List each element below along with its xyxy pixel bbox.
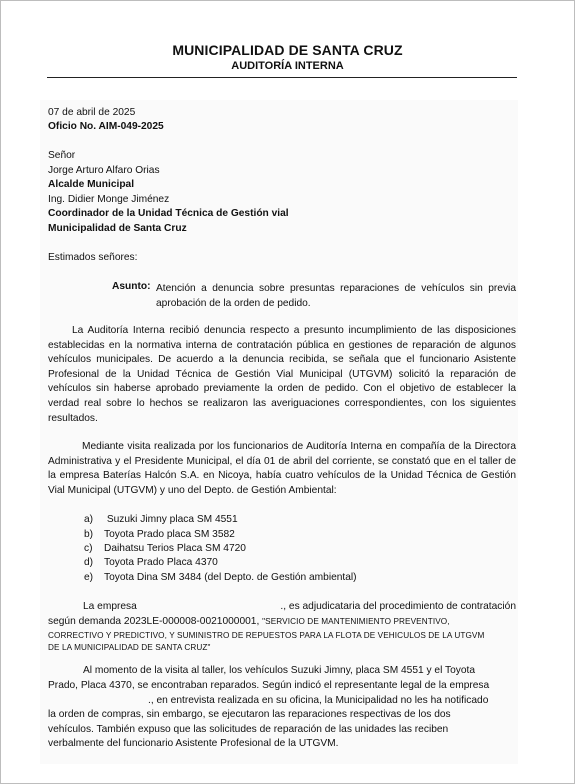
contract-name-line: DE LA MUNICIPALIDAD DE SANTA CRUZ" (48, 643, 211, 652)
paragraph-visit: Mediante visita realizada por los funcionarios de Auditoría Interna en compañía de la Directora Administrativa y el Presidente Municipal, el día 01 de abril del corriente, se constató que en el taller de la empresa Baterías Halcón S.A. en Nicoya, había cuatro vehículos de la Unidad Técnica de Gestión Vial Municipal (UTGVM) y uno del Depto. de Gestión Ambiental: (48, 441, 516, 496)
paragraph-repair-line: ., en entrevista realizada en su oficina, la Municipalidad no les ha notificado (148, 695, 489, 706)
recipient-line: Municipalidad de Santa Cruz (48, 223, 187, 234)
paragraph-contract-lead: La empresa (83, 601, 137, 612)
recipient-line: Jorge Arturo Alfaro Orias (48, 165, 160, 176)
vehicle-text: Toyota Prado placa SM 3582 (104, 529, 235, 540)
list-marker: b) (84, 529, 94, 540)
paragraph-repair-line: Prado, Placa 4370, se encontraban reparados. Según indicó el representante legal de la empresa (48, 680, 490, 691)
paragraph-repair-line: vehículos. También expuso que las solicitudes de reparación de las unidades las reciben (48, 724, 449, 735)
paragraph-contract-mid: ., es adjudicataria del procedimiento de contratación (280, 601, 516, 612)
contract-name-line: CORRECTIVO Y PREDICTIVO, Y SUMINISTRO DE REPUESTOS PARA LA FLOTA DE VEHICULOS DE LA UTGVM (48, 631, 485, 640)
subject-label: Asunto: (112, 281, 151, 292)
recipient-line: Señor (48, 150, 76, 161)
recipient-line: Alcalde Municipal (48, 179, 135, 190)
list-item (84, 514, 238, 525)
paragraph-contract-line (48, 616, 516, 627)
contract-name-text: "SERVICIO DE MANTENIMIENTO PREVENTIVO, (262, 617, 450, 626)
paragraph-repair-line: la orden de compras, sin embargo, se ejecutaron las reparaciones respectivas de los dos (48, 709, 451, 720)
paragraph-repair-line: Al momento de la visita al taller, los vehículos Suzuki Jimny, placa SM 4551 y el Toyota (83, 665, 476, 676)
vehicle-text: Toyota Prado Placa 4370 (104, 557, 218, 568)
document-subtitle: AUDITORÍA INTERNA (231, 60, 344, 72)
header-rule (47, 77, 517, 78)
list-marker: e) (84, 572, 94, 583)
greeting: Estimados señores: (48, 252, 138, 263)
list-marker: d) (84, 557, 94, 568)
vehicle-text: Toyota Dina SM 3484 (del Depto. de Gestión ambiental) (104, 572, 357, 583)
list-marker: a) (84, 514, 94, 525)
list-item (84, 543, 246, 554)
list-item (84, 529, 235, 540)
list-marker: c) (84, 543, 93, 554)
list-item (84, 557, 218, 568)
paragraph-complaint: La Auditoría Interna recibió denuncia respecto a presunto incumplimiento de las disposiciones establecidas en la normativa interna de contratación pública en gestiones de reparación de algunos vehículos municipales. De acuerdo a la denuncia recibida, se señala que el funcionario Asistente Profesional de la Unidad Técnica de Gestión Vial Municipal (UTGVM) solicitó la reparación de vehículos sin haberse aprobado previamente la orden de pedido. Con el objetivo de establecer la verdad real sobre lo hechos se realizaron las averiguaciones correspondientes, con los siguientes resultados. (48, 325, 516, 424)
contract-number-text: según demanda 2023LE-000008-0021000001, (48, 616, 260, 627)
vehicle-text: Suzuki Jimny placa SM 4551 (104, 514, 238, 525)
document-title: MUNICIPALIDAD DE SANTA CRUZ (172, 42, 403, 58)
vehicle-text: Daihatsu Terios Placa SM 4720 (104, 543, 246, 554)
recipient-line: Coordinador de la Unidad Técnica de Gestión vial (48, 208, 289, 219)
recipient-line: Ing. Didier Monge Jiménez (48, 194, 170, 205)
list-item (84, 572, 357, 583)
letter-date: 07 de abril de 2025 (48, 107, 136, 118)
subject-text: Atención a denuncia sobre presuntas reparaciones de vehículos sin previa aprobación de la orden de pedido. (156, 283, 516, 309)
letter-reference: Oficio No. AIM-049-2025 (48, 121, 164, 132)
paragraph-repair-line: verbalmente del funcionario Asistente Profesional de la UTGVM. (48, 738, 339, 749)
